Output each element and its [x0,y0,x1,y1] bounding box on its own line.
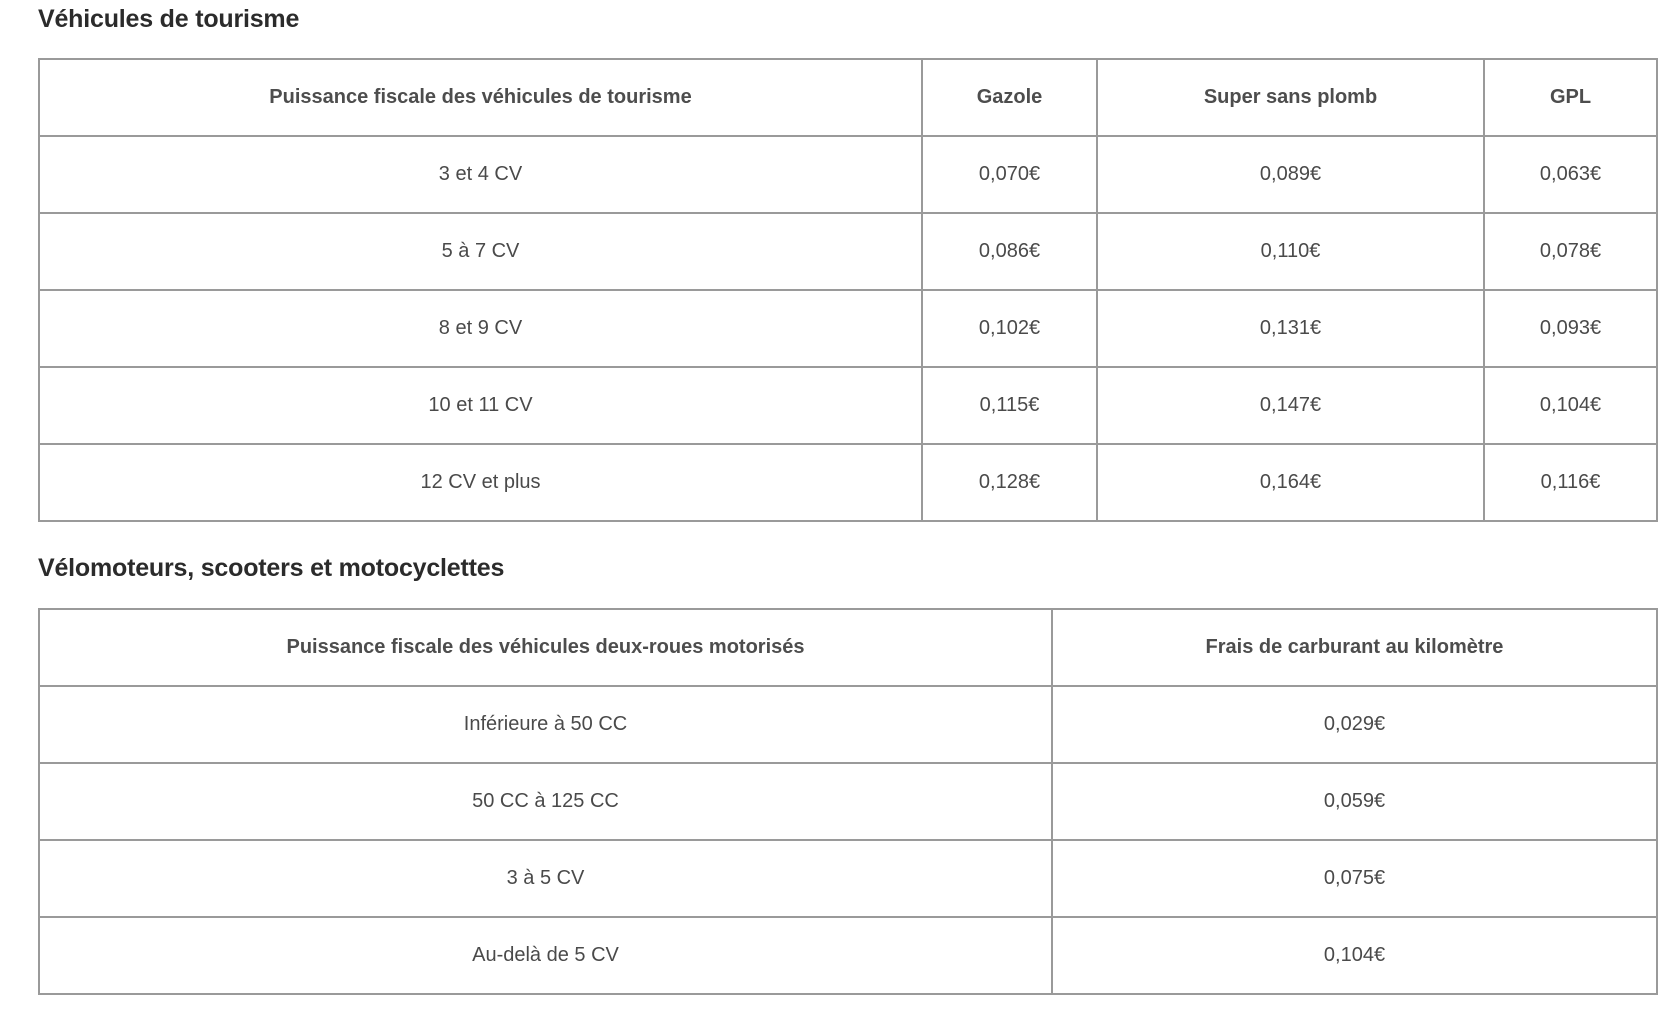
section-title-deux-roues: Vélomoteurs, scooters et motocyclettes [38,554,505,582]
column-header: Gazole [922,59,1097,136]
table-cell: 0,086€ [922,213,1097,290]
table-cell: 0,029€ [1052,686,1657,763]
table-cell: 12 CV et plus [39,444,922,521]
column-header: Super sans plomb [1097,59,1484,136]
column-header: GPL [1484,59,1657,136]
table-row [39,367,1657,444]
table-cell: 0,147€ [1097,367,1484,444]
section-title-tourisme: Véhicules de tourisme [38,5,300,33]
table-cell: 0,128€ [922,444,1097,521]
table-cell: 0,070€ [922,136,1097,213]
tourisme-rate-table [38,58,1658,522]
table-cell: 0,131€ [1097,290,1484,367]
table-row [39,136,1657,213]
table-row [39,840,1657,917]
table-header-row [39,59,1657,136]
column-header: Frais de carburant au kilomètre [1052,609,1657,686]
table-row [39,444,1657,521]
deux-roues-rate-table [38,608,1658,995]
table-cell: Au-delà de 5 CV [39,917,1052,994]
table-cell: 0,104€ [1052,917,1657,994]
table-row [39,213,1657,290]
table-cell: 5 à 7 CV [39,213,922,290]
table-cell: 50 CC à 125 CC [39,763,1052,840]
table-cell: 0,164€ [1097,444,1484,521]
table-row [39,686,1657,763]
table-cell: 0,063€ [1484,136,1657,213]
table-cell: 0,078€ [1484,213,1657,290]
table-cell: 8 et 9 CV [39,290,922,367]
table-cell: 3 et 4 CV [39,136,922,213]
table-cell: Inférieure à 50 CC [39,686,1052,763]
table-cell: 0,110€ [1097,213,1484,290]
table-cell: 0,116€ [1484,444,1657,521]
table-cell: 0,059€ [1052,763,1657,840]
table-cell: 0,089€ [1097,136,1484,213]
table-row [39,917,1657,994]
table-cell: 0,104€ [1484,367,1657,444]
table-cell: 0,102€ [922,290,1097,367]
table-cell: 0,093€ [1484,290,1657,367]
column-header: Puissance fiscale des véhicules deux-roues motorisés [39,609,1052,686]
table-cell: 10 et 11 CV [39,367,922,444]
table-cell: 0,075€ [1052,840,1657,917]
table-header-row [39,609,1657,686]
table-cell: 3 à 5 CV [39,840,1052,917]
table-cell: 0,115€ [922,367,1097,444]
table-row [39,763,1657,840]
column-header: Puissance fiscale des véhicules de tourisme [39,59,922,136]
table-row [39,290,1657,367]
